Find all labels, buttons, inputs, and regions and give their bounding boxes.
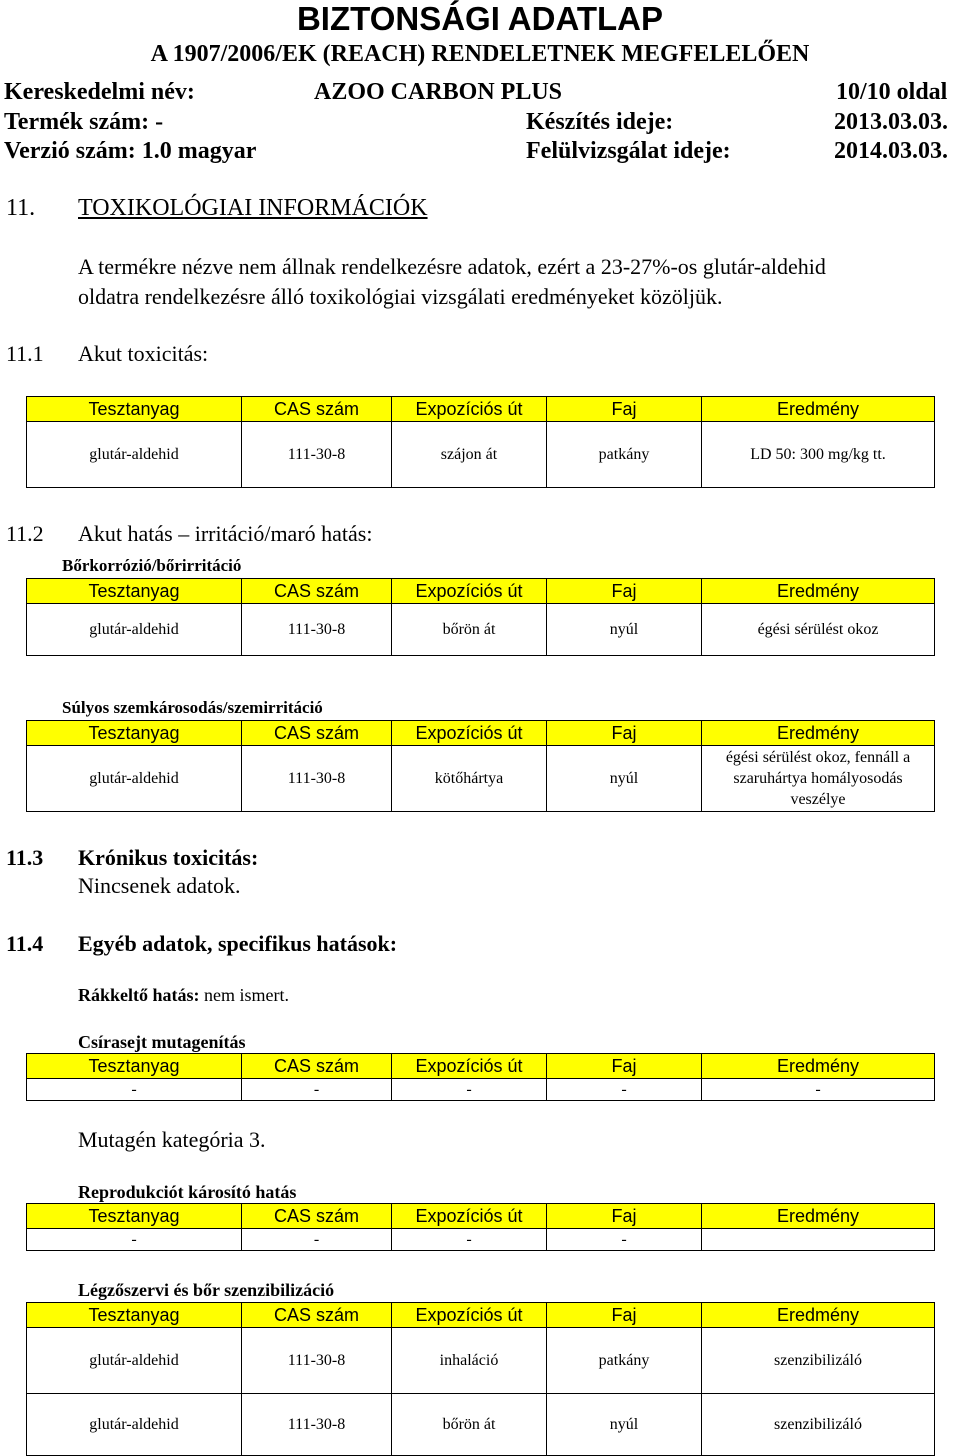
cell-species: patkány [547,422,702,488]
header-species: Faj [547,1303,702,1328]
eye-irritation-table [26,720,935,812]
skin-irritation-table [26,578,935,656]
subsection-title: Egyéb adatok, specifikus hatások: [78,931,398,956]
subsection-11-1 [6,340,606,368]
header-species: Faj [547,579,702,604]
table-row [27,746,935,812]
header-route: Expozíciós út [392,1054,547,1079]
section-title: TOXIKOLÓGIAI INFORMÁCIÓK [78,195,428,221]
cell-species: nyúl [547,604,702,656]
subsection-number: 11.4 [6,931,44,956]
cell-substance: glutár-aldehid [27,1394,242,1456]
cell-result: égési sérülést okoz, fennáll a szaruhártya homályosodás veszélye [702,746,935,812]
header-cas: CAS szám [242,1054,392,1079]
eye-irritation-label: Súlyos szemkárosodás/szemirritáció [62,698,323,717]
header-species: Faj [547,1204,702,1229]
cell-route: bőrön át [392,1394,547,1456]
cell-species: - [547,1079,702,1101]
review-label: Felülvizsgálat ideje: [526,138,731,164]
cell-result: égési sérülést okoz [702,604,935,656]
cell-cas: 111-30-8 [242,422,392,488]
regulation-subtitle: A 1907/2006/EK (REACH) RENDELETNEK MEGFELELŐEN [150,41,810,67]
subsection-title: Akut hatás – irritáció/maró hatás: [78,521,373,546]
table-header-row [27,1204,935,1229]
cell-substance: glutár-aldehid [27,746,242,812]
cell-substance: - [27,1079,242,1101]
header-result: Eredmény [702,721,935,746]
header-result: Eredmény [702,1204,935,1229]
cell-result [702,1229,935,1251]
header-route: Expozíciós út [392,579,547,604]
header-species: Faj [547,721,702,746]
cell-result: szenzibilizáló [702,1328,935,1394]
cell-cas: - [242,1229,392,1251]
sensitisation-table [26,1302,935,1456]
carcinogenicity-label: Rákkeltő hatás: [78,985,200,1005]
cell-substance: glutár-aldehid [27,604,242,656]
header-cas: CAS szám [242,1303,392,1328]
header-result: Eredmény [702,1054,935,1079]
mutagenicity-table [26,1053,935,1101]
cell-substance: glutár-aldehid [27,1328,242,1394]
carcinogenicity-line [78,984,289,1006]
header-cas: CAS szám [242,397,392,422]
header-cas: CAS szám [242,579,392,604]
subsection-number: 11.3 [6,845,44,870]
subsection-11-2 [6,520,706,548]
cell-substance: glutár-aldehid [27,422,242,488]
cell-result: - [702,1079,935,1101]
trade-name-value: AZOO CARBON PLUS [314,79,563,105]
header-substance: Tesztanyag [27,1204,242,1229]
table-header-row [27,1054,935,1079]
intro-line-1: A termékre nézve nem állnak rendelkezésre adatok, ezért a 23-27%-os glutár-aldehid [78,254,826,279]
cell-species: - [547,1229,702,1251]
subsection-title: Krónikus toxicitás: [78,845,259,870]
cell-cas: 111-30-8 [242,604,392,656]
cell-species: nyúl [547,1394,702,1456]
cell-species: patkány [547,1328,702,1394]
header-result: Eredmény [702,397,935,422]
section-number: 11. [6,195,36,221]
table-row [27,1079,935,1101]
subsection-11-4 [6,930,706,958]
mutagenicity-label: Csírasejt mutagenítás [78,1032,246,1052]
cell-route: inhaláció [392,1328,547,1394]
page-number: 10/10 oldal [836,79,948,105]
table-header-row [27,397,935,422]
table-header-row [27,1303,935,1328]
skin-irritation-label: Bőrkorrózió/bőrirritáció [62,556,242,575]
cell-cas: 111-30-8 [242,746,392,812]
header-cas: CAS szám [242,721,392,746]
cell-result: LD 50: 300 mg/kg tt. [702,422,935,488]
header-cas: CAS szám [242,1204,392,1229]
cell-cas: - [242,1079,392,1101]
header-species: Faj [547,397,702,422]
subsection-11-3 [6,844,606,872]
cell-substance: - [27,1229,242,1251]
subsection-number: 11.2 [6,521,44,546]
header-route: Expozíciós út [392,721,547,746]
chronic-toxicity-text: Nincsenek adatok. [78,873,241,898]
header-substance: Tesztanyag [27,397,242,422]
reproductive-toxicity-label: Reprodukciót károsító hatás [78,1182,297,1202]
cell-route: kötőhártya [392,746,547,812]
created-label: Készítés ideje: [526,109,674,135]
cell-cas: 111-30-8 [242,1394,392,1456]
product-number-label: Termék szám: - [4,109,164,135]
cell-result: szenzibilizáló [702,1394,935,1456]
cell-route: bőrön át [392,604,547,656]
cell-species: nyúl [547,746,702,812]
header-substance: Tesztanyag [27,579,242,604]
table-row [27,1328,935,1394]
table-row [27,1229,935,1251]
subsection-number: 11.1 [6,341,44,366]
cell-route: - [392,1079,547,1101]
mutagen-category-text: Mutagén kategória 3. [78,1127,266,1152]
section-heading [6,194,606,222]
table-header-row [27,721,935,746]
cell-route: - [392,1229,547,1251]
intro-line-2: oldatra rendelkezésre álló toxikológiai vizsgálati eredményeket közöljük. [78,284,723,309]
carcinogenicity-value: nem ismert. [199,985,289,1005]
table-row [27,604,935,656]
header-result: Eredmény [702,579,935,604]
cell-route: szájon át [392,422,547,488]
header-substance: Tesztanyag [27,721,242,746]
cell-cas: 111-30-8 [242,1328,392,1394]
review-date: 2014.03.03. [834,138,948,164]
header-result: Eredmény [702,1303,935,1328]
reproductive-toxicity-table [26,1203,935,1251]
header-route: Expozíciós út [392,1204,547,1229]
header-substance: Tesztanyag [27,1054,242,1079]
document-title: BIZTONSÁGI ADATLAP [296,0,664,37]
created-date: 2013.03.03. [834,109,948,135]
header-route: Expozíciós út [392,397,547,422]
acute-toxicity-table [26,396,935,488]
subsection-title: Akut toxicitás: [78,341,209,366]
header-route: Expozíciós út [392,1303,547,1328]
table-row [27,422,935,488]
version-label: Verzió szám: 1.0 magyar [4,138,257,164]
header-species: Faj [547,1054,702,1079]
sensitisation-label: Légzőszervi és bőr szenzibilizáció [78,1280,335,1300]
trade-name-label: Kereskedelmi név: [4,79,195,105]
table-header-row [27,579,935,604]
table-row [27,1394,935,1456]
header-substance: Tesztanyag [27,1303,242,1328]
